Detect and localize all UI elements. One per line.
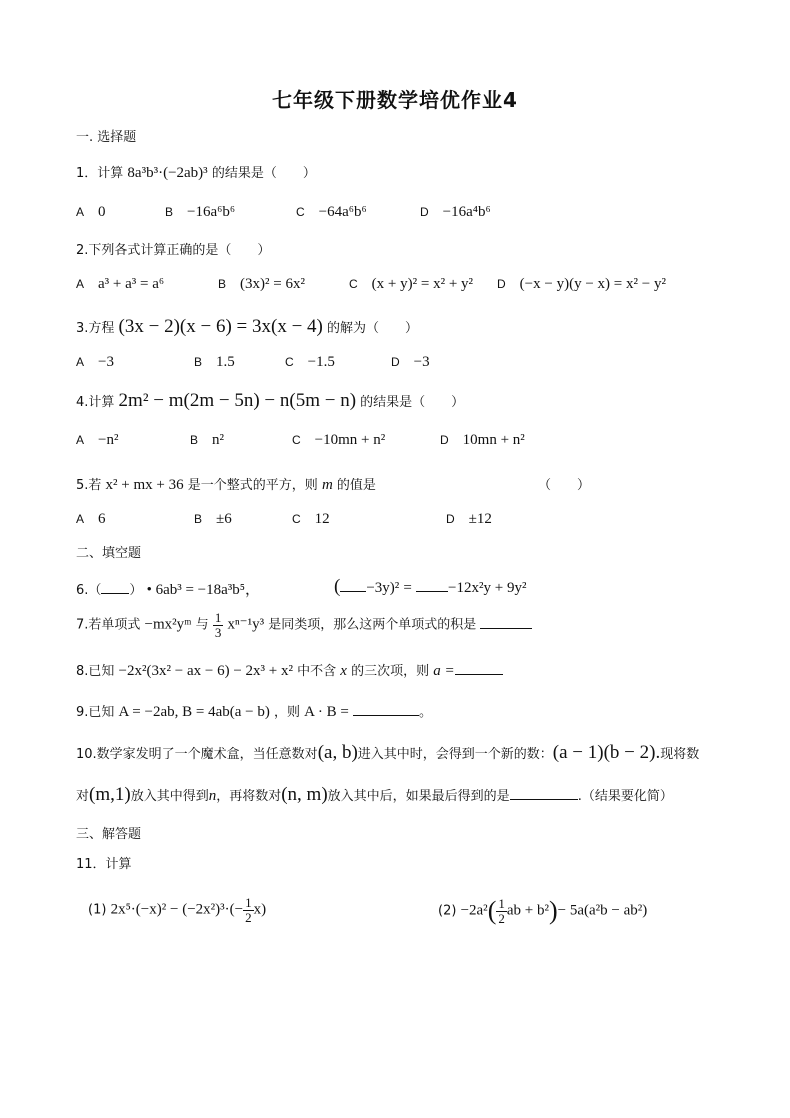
q1-expr: 8a³b³·(−2ab)³: [127, 165, 208, 181]
q1-option-a: A 0: [76, 204, 106, 220]
q1-option-b: B −16a⁶b⁶: [165, 204, 236, 220]
q10-line2-c: ，再将数对: [216, 789, 282, 804]
q6-part1: • 6ab³ = −18a³b⁵，: [146, 582, 261, 598]
q10-pair2: (m,1): [89, 784, 131, 805]
q6-part2-right: −12x²y + 9y²: [448, 580, 527, 596]
q7-prefix: 7.若单项式: [76, 617, 141, 633]
q7-expr2: xⁿ⁻¹y³: [227, 616, 265, 633]
q10-var-n: n: [208, 788, 217, 804]
question-2: 2.下列各式计算正确的是（ ）: [76, 243, 271, 258]
q1-suffix: 的结果是（ ）: [211, 166, 316, 181]
question-5: [76, 474, 376, 494]
q11-p2-tail: − 5a(a²b − ab²): [557, 902, 648, 919]
section-heading-solve: 三、解答题: [76, 827, 142, 842]
question-7: [76, 611, 532, 639]
section-heading-choice: 一. 选择题: [76, 130, 137, 145]
q9-mid: ，则: [274, 705, 301, 720]
q8-suffix: 的三次项，则: [351, 664, 430, 679]
q5-answer-paren: （ ）: [538, 478, 591, 493]
q11-p2-head: −2a²: [460, 902, 488, 919]
q2-option-a: A a³ + a³ = a⁶: [76, 276, 165, 292]
q10-line1-end: 现将数: [660, 747, 700, 762]
q7-blank[interactable]: [480, 628, 532, 629]
q10-line2-a: 对: [76, 789, 90, 804]
q5-option-b: B ±6: [194, 511, 232, 527]
q4-option-d: D 10mn + n²: [440, 432, 525, 448]
q5-option-a: A 6: [76, 511, 106, 527]
q7-mid: 与: [195, 617, 209, 633]
q11-p1-fraction: $\frac{1}{2}$: [245, 895, 252, 925]
section-heading-fill: 二、填空题: [76, 546, 142, 561]
q11-p1-tail: x): [253, 901, 267, 918]
q9-expr: A = −2ab, B = 4ab(a − b): [118, 704, 270, 720]
q10-formula: (a − 1)(b − 2).: [552, 742, 661, 763]
q11-part-1: [88, 896, 266, 924]
q11-p1-expr: 2x⁵·(−x)² − (−2x²)³·(−: [110, 901, 244, 918]
q9-prefix: 9.已知: [76, 705, 115, 720]
q3-option-c: C −1.5: [285, 354, 335, 370]
question-10-line-2: [76, 784, 673, 806]
q10-line1-mid: 进入其中时，会得到一个新的数：: [357, 747, 553, 762]
q6-blank-3[interactable]: [416, 591, 448, 592]
q6-num: 6.: [76, 583, 89, 598]
q10-blank[interactable]: [510, 799, 578, 800]
q6-blank-1[interactable]: [101, 593, 129, 594]
q8-expr: −2x²(3x² − ax − 6) − 2x³ + x²: [118, 663, 293, 679]
q5-mid: 是一个整式的平方，则: [187, 478, 318, 493]
q4-prefix: 4.计算: [76, 395, 115, 410]
q10-line2-e: .（结果要化简）: [577, 789, 673, 804]
q11-p2-label: (2): [438, 903, 457, 919]
q7-fraction: $\frac{1}{3}$: [214, 610, 222, 640]
q8-prefix: 8.已知: [76, 664, 115, 679]
q2-option-d: D (−x − y)(y − x) = x² − y²: [497, 276, 666, 292]
q10-pair3: (n, m): [281, 784, 328, 805]
q3-option-a: A −3: [76, 354, 114, 370]
q3-option-d: D −3: [391, 354, 430, 370]
q2-option-c: C (x + y)² = x² + y²: [349, 276, 474, 292]
q7-suffix: 是同类项，那么这两个单项式的积是: [268, 617, 477, 633]
question-6: 6.（ ） • 6ab³ = −18a³b⁵，: [76, 582, 261, 598]
q10-line1-prefix: 10.数学家发明了一个魔术盒，当任意数对: [76, 747, 318, 762]
q10-pair1: (a, b): [317, 742, 358, 763]
q4-option-b: B n²: [190, 432, 225, 448]
q6-blank-2[interactable]: [340, 591, 366, 592]
q3-option-b: B 1.5: [194, 354, 235, 370]
q11-part-2: (2) −2a²( $\frac{1}{2}$ ab + b²)− 5a(a²b − ab²): [438, 895, 648, 926]
q4-option-a: A −n²: [76, 432, 119, 448]
q11-p2-fraction: $\frac{1}{2}$: [498, 895, 505, 926]
q5-expr: x² + mx + 36: [105, 477, 184, 493]
q5-suffix: 的值是: [336, 478, 376, 493]
q1-option-d: D −16a⁴b⁶: [420, 204, 491, 220]
q9-blank[interactable]: [353, 715, 419, 716]
question-4: [76, 390, 464, 412]
q9-expr2: A · B =: [304, 704, 349, 720]
q3-expr: (3x − 2)(x − 6) = 3x(x − 4): [118, 316, 323, 337]
q4-option-c: C −10mn + n²: [292, 432, 386, 448]
q1-prefix: 1．计算: [76, 166, 124, 181]
q7-expr1: −mx²yᵐ: [144, 616, 192, 633]
q11-p1-label: (1): [88, 902, 107, 918]
question-11: 11．计算: [76, 857, 132, 872]
q2-option-b: B (3x)² = 6x²: [218, 276, 305, 292]
question-1: [76, 162, 316, 182]
question-6-part2: ( −3y)² = −12x²y + 9y²: [334, 576, 527, 597]
page-title: 七年级下册数学培优作业4: [272, 88, 518, 112]
q10-line2-b: 放入其中得到: [130, 789, 209, 804]
question-10-line-1: [76, 742, 699, 764]
question-3: [76, 316, 418, 338]
q8-blank[interactable]: [455, 674, 503, 675]
q5-option-d: D ±12: [446, 511, 492, 527]
q5-prefix: 5.若: [76, 478, 102, 493]
q9-end: 。: [419, 705, 433, 720]
q11-p2-inner: ab + b²: [506, 902, 549, 919]
question-9: [76, 701, 432, 721]
q4-suffix: 的结果是（ ）: [360, 395, 465, 410]
q3-prefix: 3.方程: [76, 321, 115, 336]
q10-line2-d: 放入其中后，如果最后得到的是: [327, 789, 510, 804]
q8-answer-label: a =: [433, 663, 455, 679]
q8-mid: 中不含: [297, 664, 337, 679]
q5-var: m: [321, 477, 333, 493]
question-8: [76, 660, 503, 680]
q8-var: x: [340, 663, 347, 679]
q4-expr: 2m² − m(2m − 5n) − n(5m − n): [118, 390, 357, 411]
q3-suffix: 的解为（ ）: [327, 321, 419, 336]
q1-option-c: C −64a⁶b⁶: [296, 204, 367, 220]
q5-option-c: C 12: [292, 511, 330, 527]
